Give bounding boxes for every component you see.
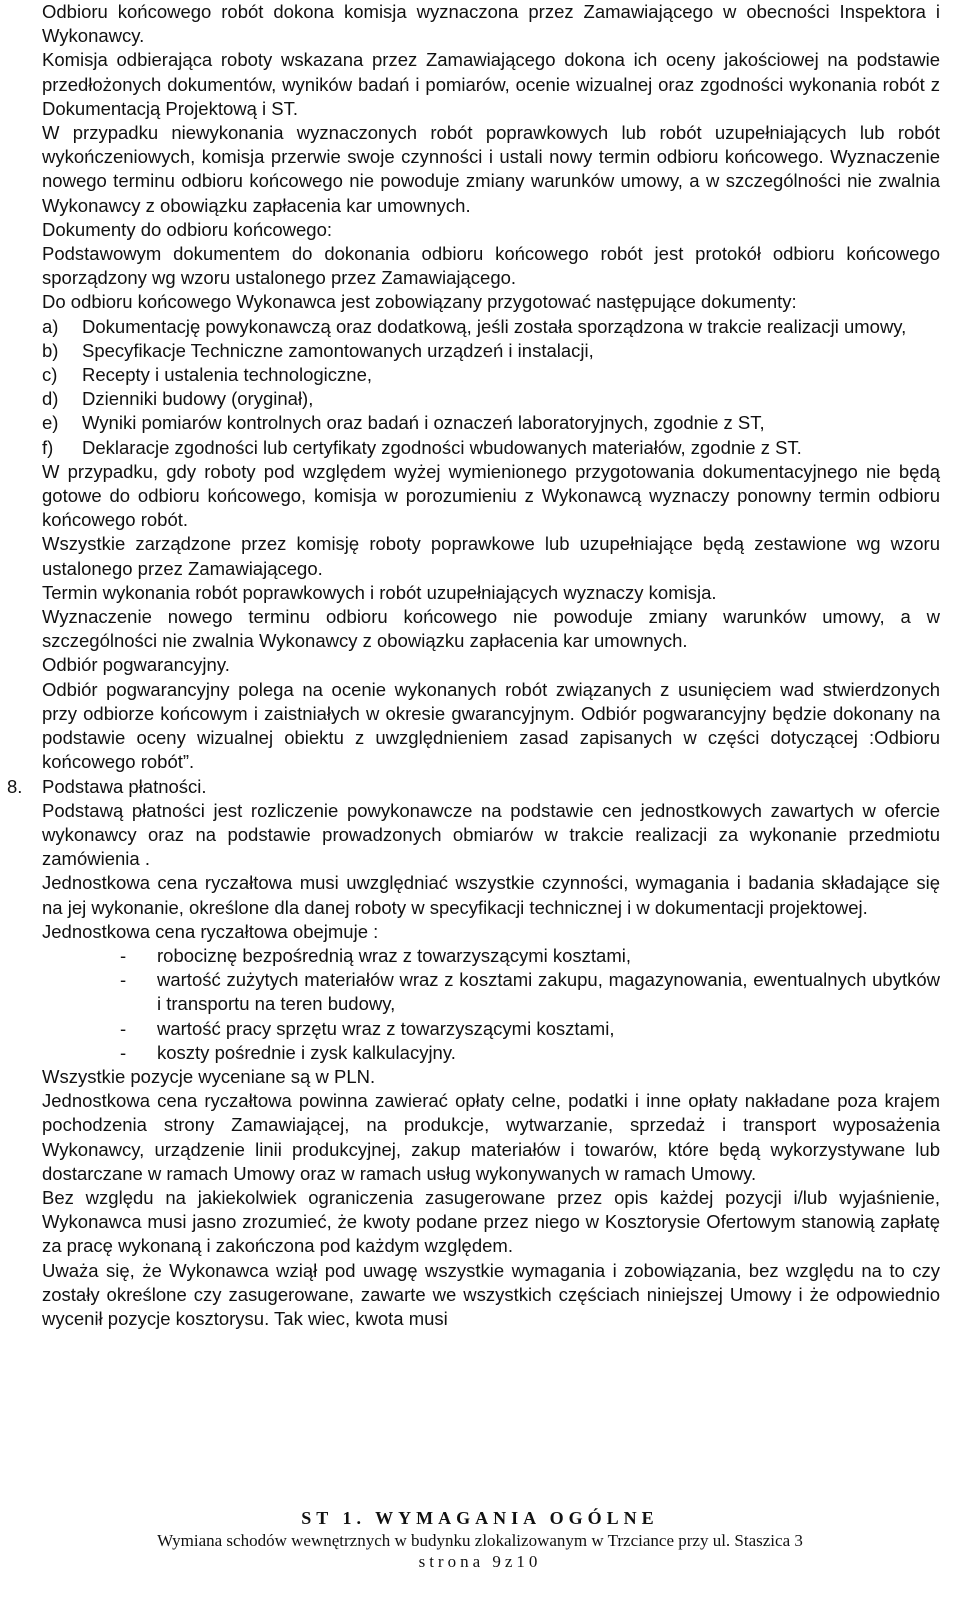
list-item-text: wartość zużytych materiałów wraz z kosztami zakupu, magazynowania, ewentualnych ubytków i transportu na teren budowy, [157,969,940,1015]
paragraph: Termin wykonania robót poprawkowych i robót uzupełniających wyznaczy komisja. [42,581,717,603]
list-marker: d) [42,388,59,410]
list-marker: - [120,1041,127,1063]
list-item [42,1017,940,1041]
footer-spec-title: ST 1. WYMAGANIA OGÓLNE [301,1508,659,1528]
list-item-text: koszty pośrednie i zysk kalkulacyjny. [157,1041,456,1063]
list-item-text: Dzienniki budowy (oryginał), [82,388,314,410]
paragraph: Wyznaczenie nowego terminu odbioru końcowego nie powoduje zmiany warunków umowy, a w szczególności nie zwalnia Wykonawcy z obowiązku zapłacenia kar umownych. [42,606,940,652]
footer-project-name: Wymiana schodów wewnętrznych w budynku zlokalizowanym w Trzciance przy ul. Staszica 3 [157,1531,803,1550]
paragraph: Odbiór pogwarancyjny polega na ocenie wykonanych robót związanych z usunięciem wad stwierdzonych przy odbiorze końcowym i zaistniałych w okresie gwarancyjnym. Odbiór pogwarancyjny będzie dokonany na podstawie oceny wizualnej obiektu z uwzględnieniem zasad zapisanych w części dotyczącej :Odbioru końcowego robót”. [42,678,940,773]
list-item-text: wartość pracy sprzętu wraz z towarzyszącymi kosztami, [157,1017,615,1039]
paragraph: Podstawą płatności jest rozliczenie powykonawcze na podstawie cen jednostkowych zawartych w ofercie wykonawcy oraz na podstawie prowadzonych obmiarów w trakcie realizacji za wykonanie przedmiotu zamówienia . [42,799,940,870]
paragraph: Odbioru końcowego robót dokona komisja wyznaczona przez Zamawiającego w obecności Inspektora i Wykonawcy. [42,1,940,47]
list-marker: - [120,1017,127,1039]
list-item [42,339,940,363]
paragraph: Jednostkowa cena ryczałtowa musi uwzględniać wszystkie czynności, wymagania i badania składające się na jej wykonanie, określone dla danej roboty w specyfikacji technicznej i w dokumentacji projektowej. [42,872,940,918]
paragraph: Dokumenty do odbioru końcowego: [42,218,333,240]
paragraph: Jednostkowa cena ryczałtowa obejmuje : [42,920,379,942]
paragraph: Odbiór pogwarancyjny. [42,654,230,676]
list-item [42,411,940,435]
paragraph: Podstawowym dokumentem do dokonania odbioru końcowego robót jest protokół odbioru końcowego sporządzony wg wzoru ustalonego przez Zamawiającego. [42,243,940,289]
dash-list [42,944,940,1065]
paragraph: Uważa się, że Wykonawca wziął pod uwagę wszystkie wymagania i zobowiązania, bez względu na to czy zostały określone czy zasugerowane, zawarte we wszystkich częściach niniejszej Umowy i że odpowiednio wycenił pozycje kosztorysu. Tak wiec, kwota musi [42,1259,940,1329]
paragraph: W przypadku, gdy roboty pod względem wyżej wymienionego przygotowania dokumentacyjnego nie będą gotowe do odbioru końcowego, komisja w porozumieniu z Wykonawcą wyznaczy ponowny termin odbioru końcowego robót. [42,460,940,531]
list-marker: e) [42,412,59,434]
list-item-text: Wyniki pomiarów kontrolnych oraz badań i oznaczeń laboratoryjnych, zgodnie z ST, [82,412,765,434]
paragraph: Bez względu na jakiekolwiek ograniczenia zasugerowane przez opis każdej pozycji i/lub wyjaśnienie, Wykonawca musi jasno zrozumieć, że kwoty podane przez niego w Kosztorysie Ofertowym stanowią zapłatę za pracę wykonaną i zakończona pod każdym względem. [42,1186,940,1257]
list-marker: a) [42,315,59,337]
list-item-text: Recepty i ustalenia technologiczne, [82,364,373,386]
list-item-text: robociznę bezpośrednią wraz z towarzyszącymi kosztami, [157,944,631,966]
list-item [42,1041,940,1065]
section-number: 8. [7,775,23,797]
paragraph: Jednostkowa cena ryczałtowa powinna zawierać opłaty celne, podatki i inne opłaty nakładane poza krajem pochodzenia strony Zamawiającej, na produkcje, wytwarzanie, sprzedaż i transport wyposażenia Wykonawcy, urządzenie linii produkcyjnej, zakup materiałów i towarów, które będą wykorzystywane lub dostarczane w ramach Umowy oraz w ramach usług wykonywanych w ramach Umowy. [42,1090,940,1184]
section-title: Podstawa płatności. [42,775,207,797]
document-body [7,0,940,1331]
paragraph: W przypadku niewykonania wyznaczonych robót poprawkowych lub robót uzupełniających lub robót wykończeniowych, komisja przerwie swoje czynności i ustali nowy termin odbioru końcowego. Wyznaczenie nowego terminu odbioru końcowego nie powoduje zmiany warunków umowy, a w szczególności nie zwalnia Wykonawcy z obowiązku zapłacenia kar umownych. [42,122,940,216]
list-marker: c) [42,364,58,386]
paragraph: Komisja odbierająca roboty wskazana przez Zamawiającego dokona ich oceny jakościowej na podstawie przedłożonych dokumentów, wyników badań i pomiarów, ocenie wizualnej oraz zgodności wykonania robót z Dokumentacją Projektową i ST. [42,49,940,119]
list-item-text: Deklaracje zgodności lub certyfikaty zgodności wbudowanych materiałów, zgodnie z ST. [82,436,802,458]
footer-page-number: strona 9z10 [418,1552,542,1571]
list-marker: f) [42,436,54,458]
paragraph: Wszystkie zarządzone przez komisję roboty poprawkowe lub uzupełniające będą zestawione wg wzoru ustalonego przez Zamawiającego. [42,533,940,579]
list-item [42,387,940,411]
list-item [42,436,940,460]
section-heading [7,775,940,799]
list-item [42,968,940,1016]
list-marker: - [120,944,127,966]
list-marker: - [120,969,127,991]
list-item [42,944,940,968]
list-item-text: Dokumentację powykonawczą oraz dodatkową, jeśli została sporządzona w trakcie realizacji umowy, [82,315,907,337]
paragraph: Do odbioru końcowego Wykonawca jest zobowiązany przygotować następujące dokumenty: [42,291,797,313]
list-item [42,363,940,387]
list-marker: b) [42,339,59,361]
document-list [42,315,940,460]
list-item [42,315,940,339]
list-item-text: Specyfikacje Techniczne zamontowanych urządzeń i instalacji, [82,339,594,361]
paragraph: Wszystkie pozycje wyceniane są w PLN. [42,1065,376,1087]
